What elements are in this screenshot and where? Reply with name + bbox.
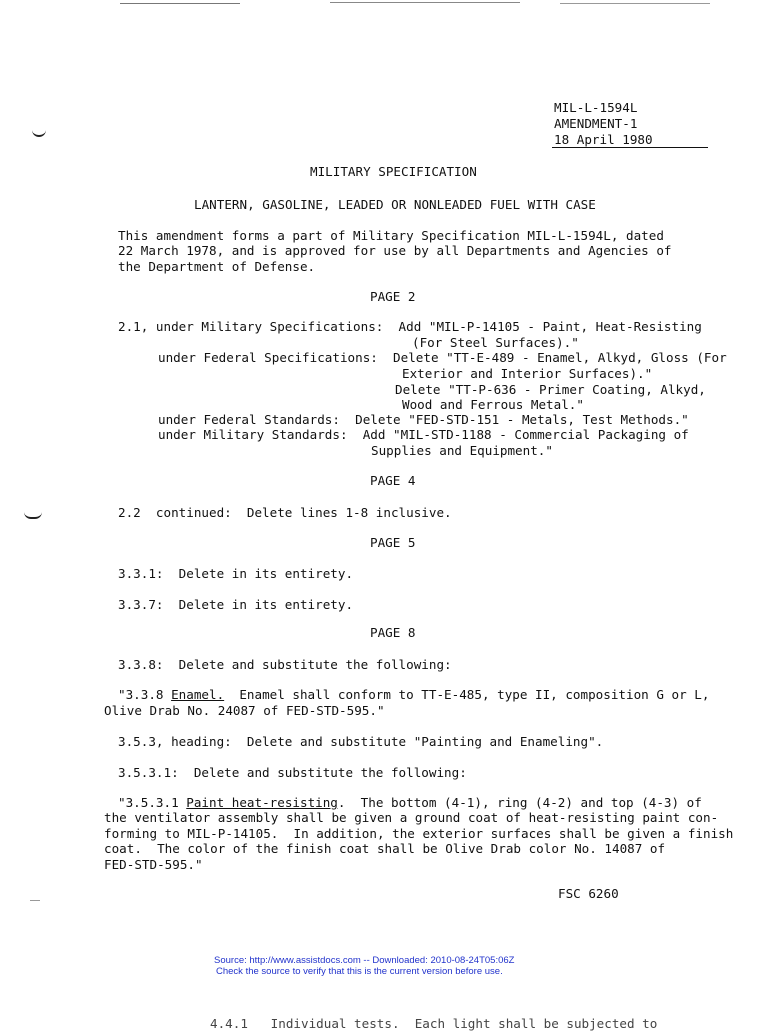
punch-mark [30,898,40,901]
amendment-label: AMENDMENT-1 [554,116,638,131]
paragraph-text: . The bottom (4-1), ring (4-2) and top (4-3) of [337,795,702,810]
intro-line: the Department of Defense. [118,259,316,274]
amend-line: Delete "TT-P-636 - Primer Coating, Alkyd, [395,382,706,397]
amend-line: Supplies and Equipment." [371,443,553,458]
amend-line: Wood and Ferrous Metal." [402,397,584,412]
page-heading: PAGE 8 [370,625,416,640]
amend-line: under Federal Standards: Delete "FED-STD-151 - Metals, Test Methods." [158,412,689,427]
paragraph-line: the ventilator assembly shall be given a ground coat of heat-resisting paint con- [104,810,719,825]
doc-number: MIL-L-1594L [554,100,638,115]
doc-title: MILITARY SPECIFICATION [310,164,477,179]
paragraph-3-5-3-1 [118,795,702,810]
amend-line: under Federal Specifications: Delete "TT-E-489 - Enamel, Alkyd, Gloss (For [158,350,727,365]
date-underline [552,147,708,148]
intro-line: 22 March 1978, and is approved for use by all Departments and Agencies of [118,243,672,258]
paragraph-line: coat. The color of the finish coat shall be Olive Drab color No. 14087 of [104,841,666,856]
paragraph-text: Enamel shall conform to TT-E-485, type II, composition G or L, [224,687,710,702]
amend-line: 3.5.3, heading: Delete and substitute "Painting and Enameling". [118,734,604,749]
amend-line: under Military Standards: Add "MIL-STD-1188 - Commercial Packaging of [158,427,689,442]
paragraph-number: "3.3.8 [118,687,172,702]
page-heading: PAGE 2 [370,289,416,304]
scan-edge-rule [330,2,520,3]
page-heading: PAGE 5 [370,535,416,550]
fsc-code: FSC 6260 [558,886,619,901]
paragraph-line: FED-STD-595." [104,857,203,872]
paragraph-term: Paint heat-resisting [186,795,338,810]
doc-subtitle: LANTERN, GASOLINE, LEADED OR NONLEADED FUEL WITH CASE [194,197,596,212]
paragraph-line: forming to MIL-P-14105. In addition, the exterior surfaces shall be given a finish [104,826,734,841]
amend-line: Exterior and Interior Surfaces)." [402,366,653,381]
paragraph-3-3-8 [118,687,709,702]
paragraph-line: Olive Drab No. 24087 of FED-STD-595." [104,703,385,718]
amend-line: 2.2 continued: Delete lines 1-8 inclusive. [118,505,452,520]
amend-line: (For Steel Surfaces)." [412,335,579,350]
amend-line: 3.3.1: Delete in its entirety. [118,566,354,581]
amend-line: 3.5.3.1: Delete and substitute the following: [118,765,467,780]
punch-mark [32,130,46,137]
source-notice: Source: http://www.assistdocs.com -- Downloaded: 2010-08-24T05:06Z [214,955,515,966]
amend-line: 3.3.7: Delete in its entirety. [118,597,354,612]
punch-mark [24,512,42,519]
paragraph-number: "3.5.3.1 [118,795,187,810]
cutoff-line: 4.4.1 Individual tests. Each light shall be subjected to [210,1016,658,1031]
page-heading: PAGE 4 [370,473,416,488]
amend-line: 2.1, under Military Specifications: Add "MIL-P-14105 - Paint, Heat-Resisting [118,319,702,334]
amendment-date: 18 April 1980 [554,132,653,147]
paragraph-term: Enamel. [171,687,225,702]
amend-line: 3.3.8: Delete and substitute the following: [118,657,452,672]
scan-edge-rule [560,3,710,4]
intro-line: This amendment forms a part of Military Specification MIL-L-1594L, dated [118,228,664,243]
scan-edge-rule [120,3,240,4]
source-notice: Check the source to verify that this is the current version before use. [216,966,503,977]
